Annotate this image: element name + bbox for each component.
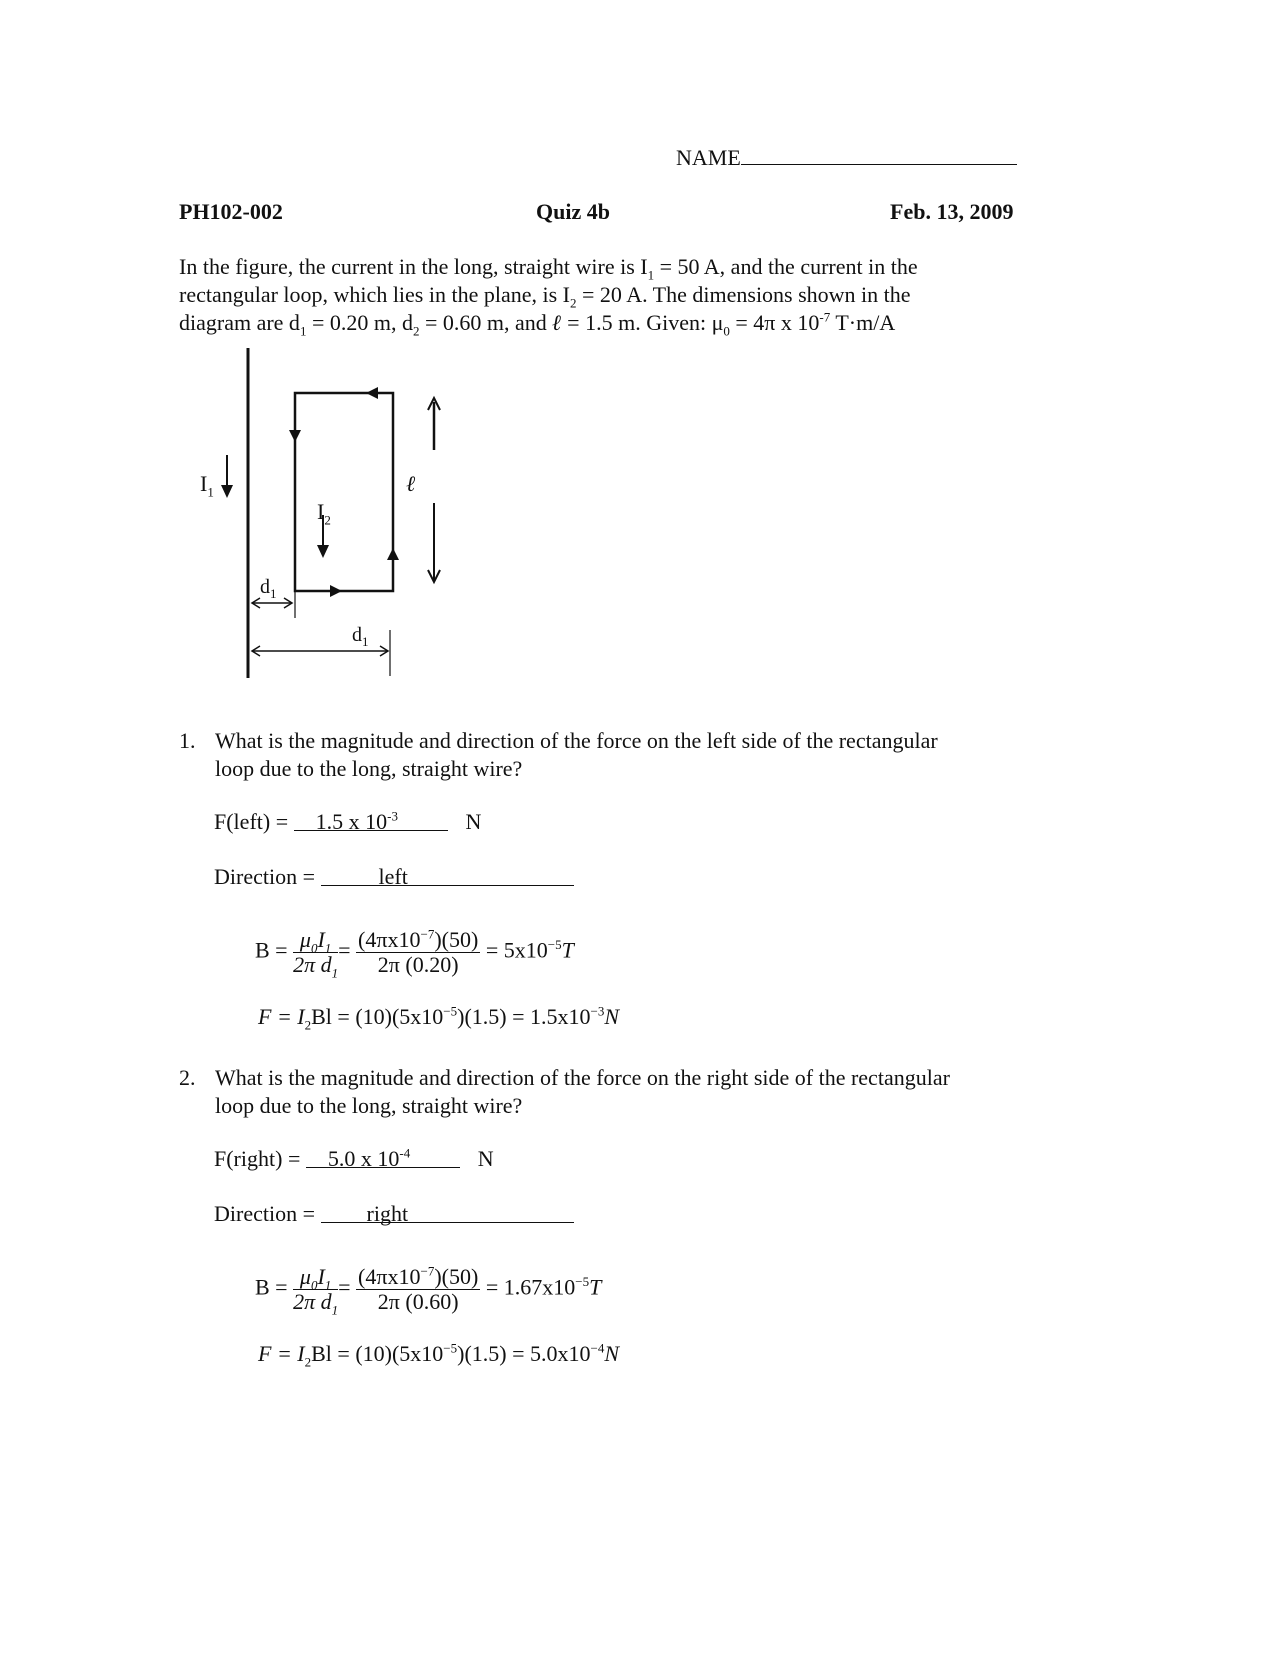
question-2-text-line-1: What is the magnitude and direction of the force on the right side of the rectangular (215, 1065, 950, 1090)
name-field[interactable] (676, 142, 1017, 172)
label-d-long: $d_1$ (352, 624, 369, 649)
intro-line-2: rectangular loop, which lies in the plane, is $I_2 = 20$ A. The dimensions shown in the (179, 282, 911, 311)
q2-force-calc: $F = I_2Bl = (10)(5x10^{-5})(1.5) = 5.0x10^{-4}N$ (258, 1340, 620, 1370)
question-1-text-line-2: loop due to the long, straight wire? (215, 756, 523, 781)
intro-line-3: diagram are $d_1 = 0.20$ m, $d_2 = 0.60$ m, and ℓ = 1.5 m. Given: $\mu_0 = 4\pi$ x $10^{-7}$ T·m/A (179, 309, 896, 339)
q1-force-answer[interactable]: 1.5 x $10^{-3}$ (294, 808, 448, 831)
quiz-date: Feb. 13, 2009 (890, 199, 1014, 224)
q2-force-answer[interactable]: 5.0 x $10^{-4}$ (306, 1145, 460, 1168)
q1-force-calc: $F = I_2Bl = (10)(5x10^{-5})(1.5) = 1.5x10^{-3}N$ (258, 1003, 620, 1033)
circuit-diagram (190, 340, 450, 690)
i1-arrow-icon (221, 485, 233, 498)
course-code: PH102-002 (179, 199, 283, 224)
name-blank[interactable] (741, 142, 1017, 165)
question-2-text-line-2: loop due to the long, straight wire? (215, 1093, 523, 1118)
q2-force-row: F(right) = 5.0 x $10^{-4}$ N (214, 1145, 494, 1171)
label-i1: $I_1$ (200, 471, 214, 500)
quiz-title: Quiz 4b (536, 199, 610, 224)
label-d-short: $d_1$ (260, 576, 277, 601)
rectangular-loop (295, 393, 393, 591)
question-2-number: 2. (179, 1065, 196, 1090)
question-1-number: 1. (179, 728, 196, 753)
name-label: NAME (676, 145, 741, 170)
label-i2: $I_2$ (317, 499, 331, 528)
q1-direction-answer[interactable]: left (321, 863, 574, 886)
question-1-text-line-1: What is the magnitude and direction of the force on the left side of the rectangular (215, 728, 938, 753)
q1-force-row: F(left) = 1.5 x $10^{-3}$ N (214, 808, 482, 834)
label-length: ℓ (406, 471, 416, 496)
q1-direction-row: Direction = left (214, 863, 574, 891)
q2-b-field-calc: B = $\frac{\mu_0I_1}{2\pi d_1}$ = $\frac{(4\pi x10^{-7})(50)}{2\pi (0.60)}$ = $1.67x10^{-5}T$ (255, 1263, 602, 1318)
q1-b-field-calc: B = $\frac{\mu_0I_1}{2\pi d_1}$ = $\frac{(4\pi x10^{-7})(50)}{2\pi (0.20)}$ = $5x10^{-5}T$ (255, 926, 574, 981)
q2-direction-answer[interactable]: right (321, 1200, 575, 1223)
q2-direction-row: Direction = right (214, 1200, 574, 1228)
intro-line-1: In the figure, the current in the long, straight wire is $I_1 = 50$ A, and the current in the (179, 254, 918, 283)
